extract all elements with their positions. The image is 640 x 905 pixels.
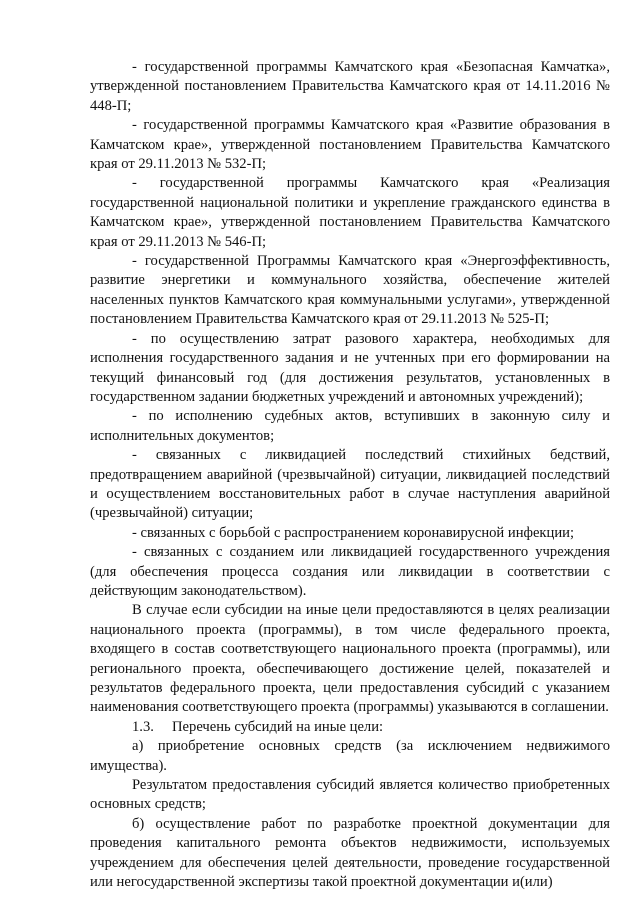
paragraph: - связанных с созданием или ликвидацией государственного учреждения (для обеспечения процесса создания или ликвидации в соответствии с действующим законодательством). bbox=[90, 544, 610, 599]
paragraph: Результатом предоставления субсидий является количество приобретенных основных средств; bbox=[90, 777, 610, 813]
paragraph: В случае если субсидии на иные цели предоставляются в целях реализации национального проекта (программы), в том числе федерального проекта, входящего в состав соответствующего национального проекта (программы), или регионального проекта, обеспечивающего достижение целей, показателей и результатов федерального проекта, цели предоставления субсидий с указанием наименования соответствующего проекта (программы) указываются в соглашении. bbox=[90, 602, 610, 716]
section-heading bbox=[90, 718, 610, 737]
paragraph: - государственной Программы Камчатского края «Энергоэффективность, развитие энергетики и коммунального хозяйства, обеспечение жителей населенных пунктов Камчатского края коммунальными услугами», утвержденной постановлением Правительства Камчатского края от 29.11.2013 № 525-П; bbox=[90, 253, 610, 328]
paragraph: - государственной программы Камчатского края «Безопасная Камчатка», утвержденной постановлением Правительства Камчатского края от 14.11.2016 № 448-П; bbox=[90, 59, 610, 114]
paragraph: - связанных с борьбой с распространением коронавирусной инфекции; bbox=[132, 524, 575, 541]
paragraph: - связанных с ликвидацией последствий стихийных бедствий, предотвращением аварийной (чрезвычайной) ситуации, ликвидацией последствий и осуществлением восстановительных работ в случае наступления аварийной (чрезвычайной) ситуации; bbox=[90, 447, 610, 522]
paragraph: а) приобретение основных средств (за исключением недвижимого имущества). bbox=[90, 738, 610, 774]
paragraph: б) осуществление работ по разработке проектной документации для проведения капитального ремонта объектов недвижимости, используемых учреждением для обеспечения целей деятельности, проведение государственной или негосударственной экспертизы такой проектной документации и(или) bbox=[90, 815, 610, 891]
paragraph: - государственной программы Камчатского края «Реализация государственной национальной политики и укрепление гражданского единства в Камчатском крае», утвержденной постановлением Правительства Камчатского края от 29.11.2013 № 546-П; bbox=[90, 175, 610, 250]
paragraph: - по исполнению судебных актов, вступивших в законную силу и исполнительных документов; bbox=[90, 408, 610, 444]
section-title: Перечень субсидий на иные цели: bbox=[172, 718, 384, 735]
section-number: 1.3. bbox=[132, 718, 154, 735]
paragraph: - государственной программы Камчатского края «Развитие образования в Камчатском крае», утвержденной постановлением Правительства Камчатского края от 29.11.2013 № 532-П; bbox=[90, 117, 610, 173]
paragraph: - по осуществлению затрат разового характера, необходимых для исполнения государственного задания и не учтенных при его формировании на текущий финансовый год (для достижения результатов, установленных в государственном задании бюджетных учреждений и автономных учреждений); bbox=[90, 330, 610, 405]
document-page bbox=[90, 58, 610, 892]
